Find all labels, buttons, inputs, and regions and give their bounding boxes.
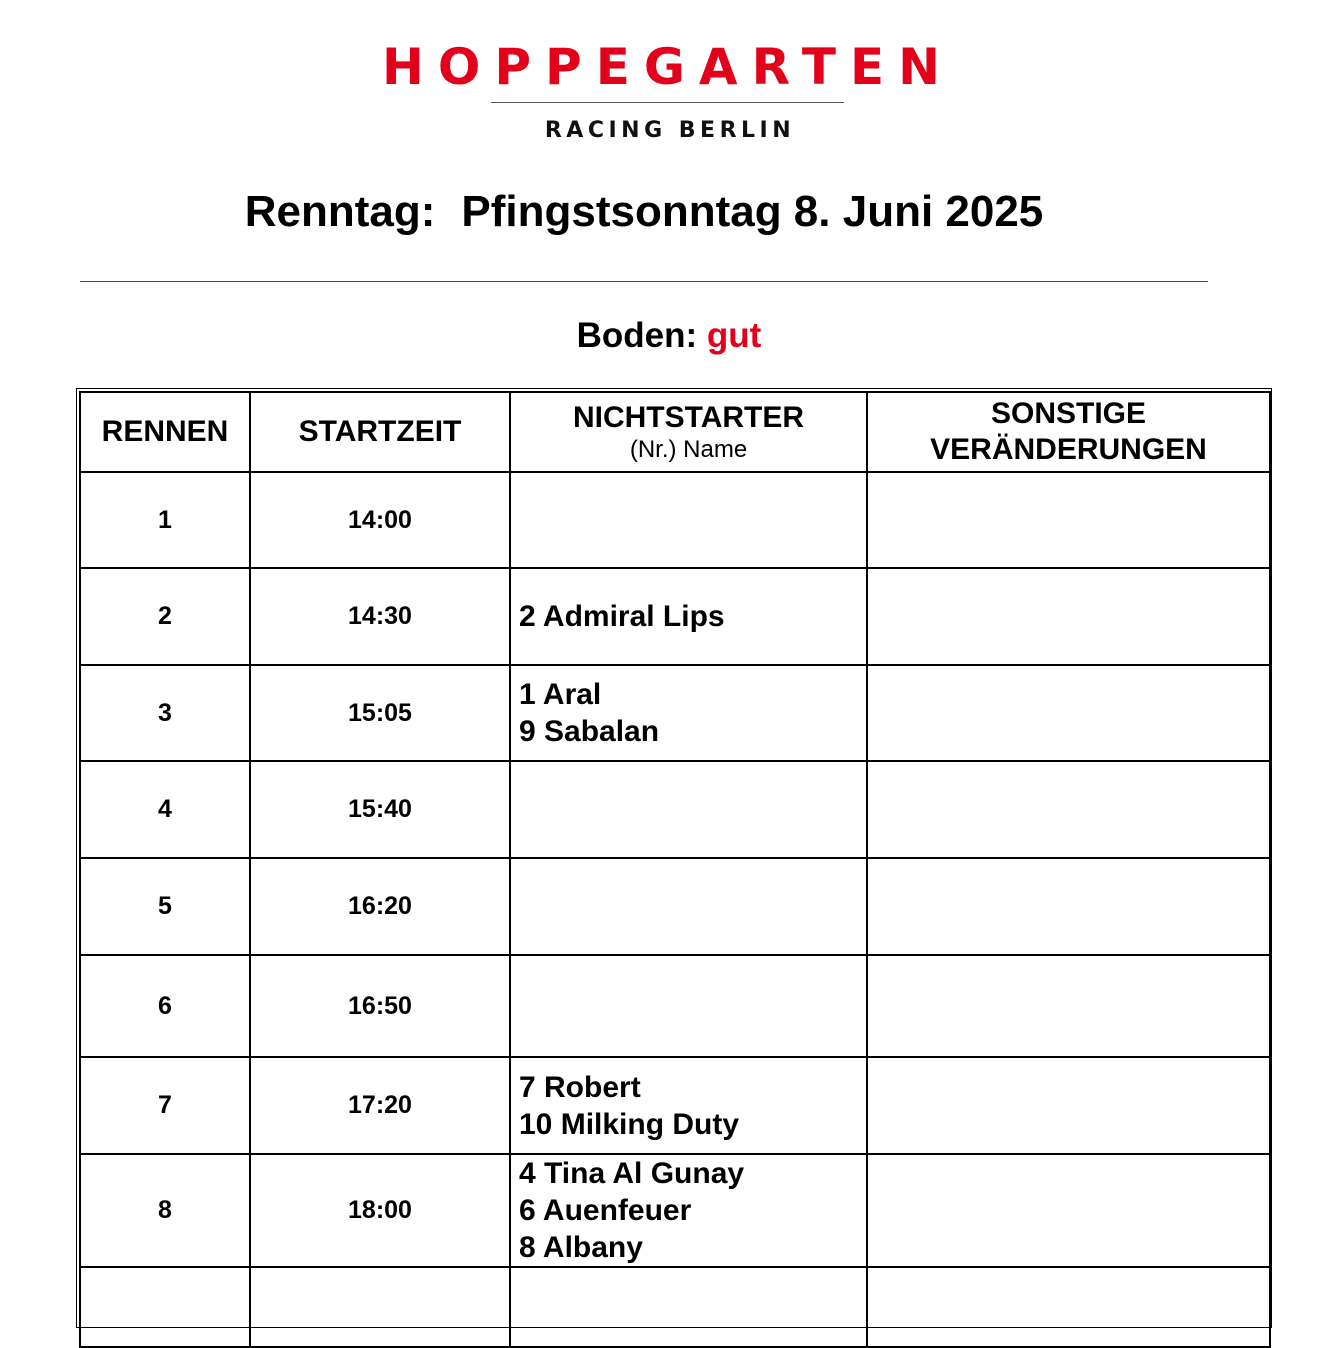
race-changes-table [79,391,1271,1348]
nonrunner-entry: 1 Aral [519,678,602,711]
ground-label: Boden: [576,316,698,355]
table-row [80,472,1270,568]
column-header-nonrunners [510,392,867,472]
column-header-race: RENNEN [80,392,250,472]
nonrunners-cell [510,761,867,858]
other-changes-cell [867,858,1270,955]
table-row [80,761,1270,858]
page-divider [80,281,1208,282]
race-number: 2 [80,568,250,665]
race-rows [80,472,1270,1347]
race-number: 5 [80,858,250,955]
nonrunners-cell [510,955,867,1057]
other-changes-cell [867,955,1270,1057]
brand-logo: HOPPEGARTEN [382,38,954,96]
other-changes-line2: VERÄNDERUNGEN [930,433,1207,466]
column-header-start-time: STARTZEIT [250,392,510,472]
race-number: 6 [80,955,250,1057]
table-row [80,1057,1270,1154]
other-changes-cell [867,1267,1270,1347]
nonrunner-entry: 2 Admiral Lips [519,600,725,633]
column-header-other-changes [867,392,1270,472]
race-number [80,1267,250,1347]
nonrunner-entry: 7 Robert [519,1070,641,1104]
nonrunners-subtitle: (Nr.) Name [629,436,748,463]
start-time: 14:30 [250,568,510,665]
nonrunners-cell [510,472,867,568]
nonrunner-entry: 9 Sabalan [519,715,660,748]
nonrunners-cell [510,1267,867,1347]
nonrunner-entry: 4 Tina Al Gunay [519,1157,745,1190]
nonrunners-title: NICHTSTARTER [572,401,805,434]
brand-subtitle: RACING BERLIN [544,118,796,143]
nonrunner-entry: 10 Milking Duty [519,1107,740,1141]
table-row [80,1154,1270,1267]
raceday-label: Renntag: [244,187,436,236]
raceday-value: Pfingstsonntag 8. Juni 2025 [461,187,1044,236]
table-row [80,1267,1270,1347]
table-row [80,665,1270,761]
table-row [80,858,1270,955]
raceday-title [0,185,1288,239]
other-changes-cell [867,665,1270,761]
logo-divider [491,102,844,103]
start-time: 18:00 [250,1154,510,1267]
race-number: 1 [80,472,250,568]
start-time: 16:50 [250,955,510,1057]
race-number: 8 [80,1154,250,1267]
other-changes-cell [867,1057,1270,1154]
nonrunners-cell [510,858,867,955]
other-changes-line1: SONSTIGE [990,397,1147,430]
ground-value: gut [706,316,762,355]
race-number: 3 [80,665,250,761]
start-time: 15:05 [250,665,510,761]
other-changes-cell [867,1154,1270,1267]
table-row [80,955,1270,1057]
race-number: 7 [80,1057,250,1154]
ground-condition [0,315,1328,357]
start-time: 16:20 [250,858,510,955]
nonrunner-entry: 8 Albany [519,1231,643,1264]
start-time: 17:20 [250,1057,510,1154]
start-time: 15:40 [250,761,510,858]
other-changes-cell [867,761,1270,858]
table-row [80,568,1270,665]
other-changes-cell [867,568,1270,665]
race-number: 4 [80,761,250,858]
nonrunners-cell [510,568,867,665]
table-header-row [80,392,1270,472]
other-changes-cell [867,472,1270,568]
nonrunners-cell [510,1154,867,1267]
nonrunners-cell [510,1057,867,1154]
nonrunner-entry: 6 Auenfeuer [519,1194,692,1227]
nonrunners-cell [510,665,867,761]
start-time [250,1267,510,1347]
start-time: 14:00 [250,472,510,568]
